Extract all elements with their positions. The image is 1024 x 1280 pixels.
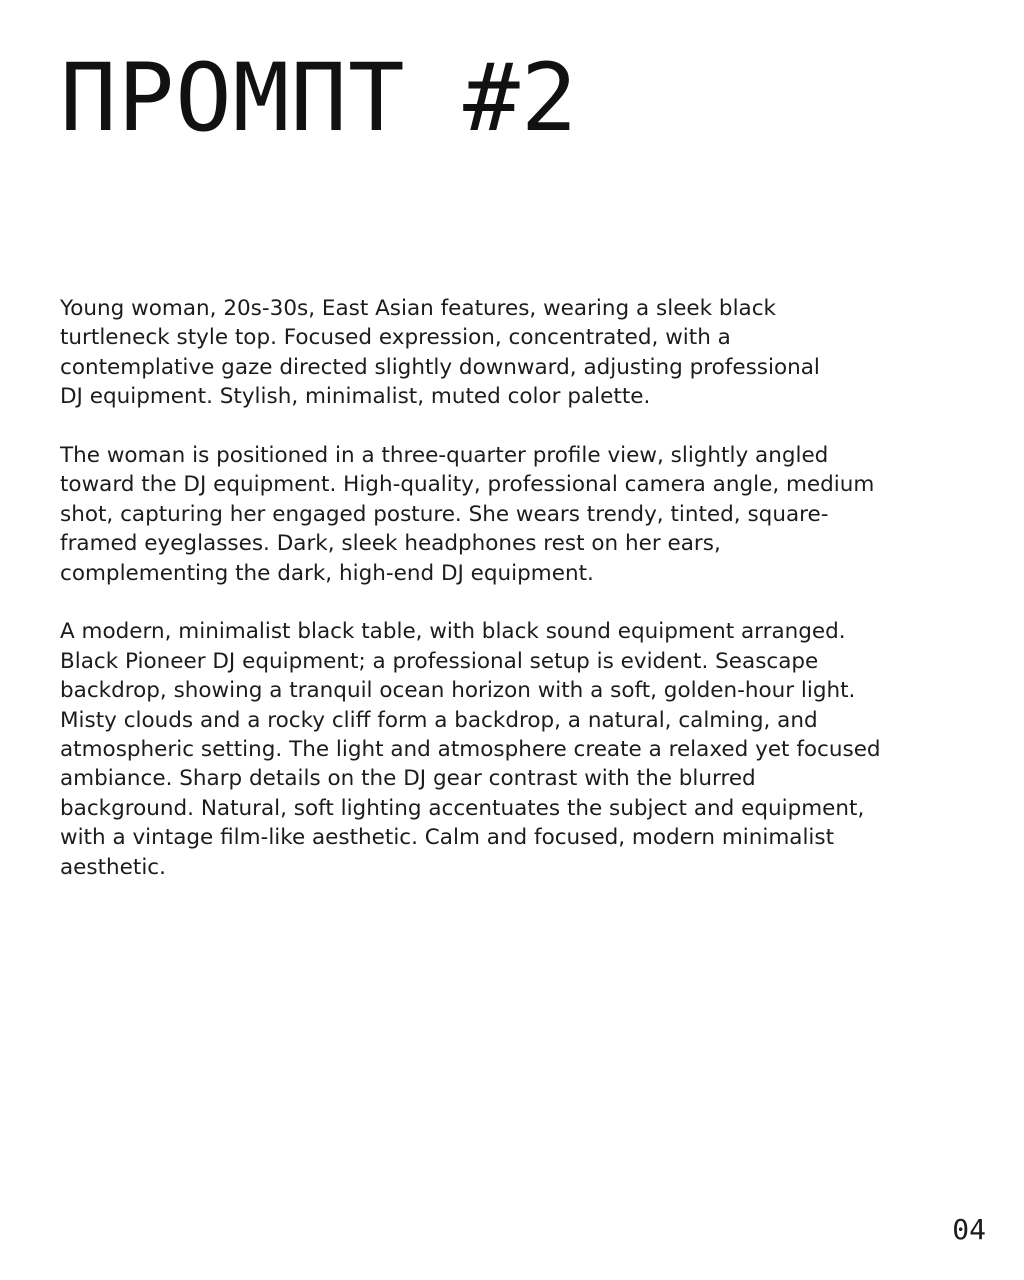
page-number: 04 (952, 1213, 986, 1246)
paragraph-composition: The woman is positioned in a three-quarter profile view, slightly angled toward the DJ equipment. High-quality, professional camera angle, medium shot, capturing her engaged posture. She wears trendy, tinted, square- framed eyeglasses. Dark, sleek headphones rest on her ears, complementing the dark, high-end DJ equipment. (60, 443, 875, 586)
prompt-body (60, 294, 920, 882)
page-title: ПРОМПТ #2 (60, 44, 579, 153)
paragraph-setting: A modern, minimalist black table, with black sound equipment arranged. Black Pioneer DJ equipment; a professional setup is evident. Seascape backdrop, showing a tranquil ocean horizon with a soft, golden-hour light. Misty clouds and a rocky cliff form a backdrop, a natural, calming, and atmospheric setting. The light and atmosphere create a relaxed yet focused ambiance. Sharp details on the DJ gear contrast with the blurred background. Natural, soft lighting accentuates the subject and equipment, with a vintage film-like aesthetic. Calm and focused, modern minimalist aesthetic. (60, 619, 881, 880)
paragraph-subject: Young woman, 20s-30s, East Asian features, wearing a sleek black turtleneck style top. Focused expression, concentrated, with a contemplative gaze directed slightly downward, adjusting professional DJ equipment. Stylish, minimalist, muted color palette. (60, 296, 820, 410)
